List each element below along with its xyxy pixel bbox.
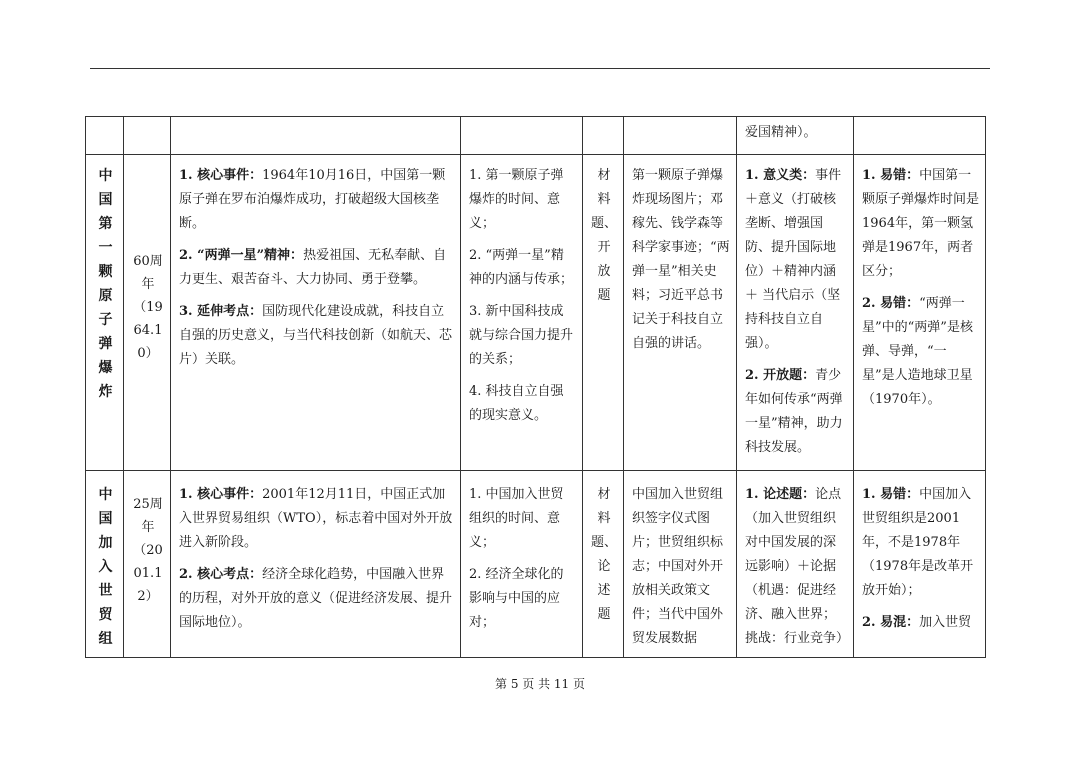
key-points-cell [171, 155, 461, 471]
table-cell [624, 117, 737, 155]
direction-item: 1. 第一颗原子弹爆炸的时间、意义； [469, 168, 564, 231]
answer-item: 1. 意义类：事件＋意义（打破核垄断、增强国防、提升国际地位）＋精神内涵 ＋ 当代启示（坚持科技自立自强）。 [745, 168, 842, 351]
answer-tail-cell [737, 117, 854, 155]
materials-text: 中国加入世贸组织签字仪式图片；世贸组织标志；中国对外开放相关政策文件；当代中国外贸发展数据 [632, 487, 724, 646]
key-point: 3. 延伸考点：国防现代化建设成就，科技自立自强的历史意义，与当代科技创新（如航天、芯片）关联。 [179, 304, 453, 367]
event-name: 中 国 第 一 颗 原 子 弹 爆 炸 [98, 168, 113, 400]
materials-text: 第一颗原子弹爆炸现场图片；邓稼先、钱学森等科学家事迹；“两弹一星”相关史料；习近平总书记关于科技自立自强的讲话。 [632, 168, 730, 351]
anniversary-cell [124, 155, 171, 471]
question-type: 材 料 题、 论 述 题 [591, 487, 618, 622]
answers-cell [737, 471, 854, 658]
materials-cell [624, 471, 737, 658]
anniversary: 60周 年 （19 64.1 0） [133, 254, 163, 361]
table-cell [854, 117, 986, 155]
table-row-atomic-bomb [86, 155, 986, 471]
answer-tail-text: 爱国精神）。 [745, 125, 817, 140]
question-type: 材 料 题、 开 放 题 [591, 168, 618, 303]
direction-item: 4. 科技自立自强的现实意义。 [469, 384, 564, 423]
event-name: 中 国 加 入 世 贸 组 [98, 487, 113, 647]
key-point: 2. 核心考点：经济全球化趋势，中国融入世界的历程，对外开放的意义（促进经济发展、提升国际地位）。 [179, 567, 453, 630]
direction-item: 2. “两弹一星”精神的内涵与传承； [469, 248, 574, 287]
direction-item: 1. 中国加入世贸组织的时间、意义； [469, 487, 564, 550]
header-rule [90, 68, 990, 69]
key-points-cell [171, 471, 461, 658]
event-name-cell [86, 155, 124, 471]
note-item: 2. 易错：“两弹一星”中的“两弹”是核弹、导弹，“一星”是人造地球卫星（1970年）。 [862, 296, 973, 407]
key-point: 1. 核心事件：2001年12月11日，中国正式加入世界贸易组织（WTO），标志着中国对外开放进入新阶段。 [179, 487, 453, 550]
note-item: 1. 易错：中国加入世贸组织是2001年，不是1978年（1978年是改革开放开始）； [862, 487, 974, 598]
key-point: 1. 核心事件：1964年10月16日，中国第一颗原子弹在罗布泊爆炸成功，打破超级大国核垄断。 [179, 168, 446, 231]
answers-cell [737, 155, 854, 471]
answer-item: 1. 论述题：论点（加入世贸组织对中国发展的深远影响）＋论据（机遇：促进经济、融入世界；挑战：行业竞争） [745, 487, 850, 646]
directions-cell [461, 155, 583, 471]
event-name-cell [86, 471, 124, 658]
answer-item: 2. 开放题：青少年如何传承“两弹一星”精神，助力科技发展。 [745, 368, 843, 455]
notes-cell [854, 155, 986, 471]
exam-topic-table [85, 116, 986, 658]
materials-cell [624, 155, 737, 471]
note-item: 1. 易错：中国第一颗原子弹爆炸时间是1964年，第一颗氢弹是1967年，两者区分； [862, 168, 980, 279]
table-row-wto [86, 471, 986, 658]
note-item: 2. 易混：加入世贸 [862, 615, 972, 630]
anniversary: 25周 年 （20 01.1 2） [133, 497, 163, 604]
directions-cell [461, 471, 583, 658]
table-cell [124, 117, 171, 155]
page-number-footer: 第 5 页 共 11 页 [495, 677, 585, 691]
key-point: 2. “两弹一星”精神：热爱祖国、无私奉献、自力更生、艰苦奋斗、大力协同、勇于登攀。 [179, 248, 447, 287]
table-cell [86, 117, 124, 155]
anniversary-cell [124, 471, 171, 658]
direction-item: 2. 经济全球化的影响与中国的应对； [469, 567, 564, 630]
table-cell [461, 117, 583, 155]
question-type-cell [583, 155, 624, 471]
question-type-cell [583, 471, 624, 658]
direction-item: 3. 新中国科技成就与综合国力提升的关系； [469, 304, 574, 367]
table-row-continuation [86, 117, 986, 155]
notes-cell [854, 471, 986, 658]
table-cell [171, 117, 461, 155]
table-cell [583, 117, 624, 155]
